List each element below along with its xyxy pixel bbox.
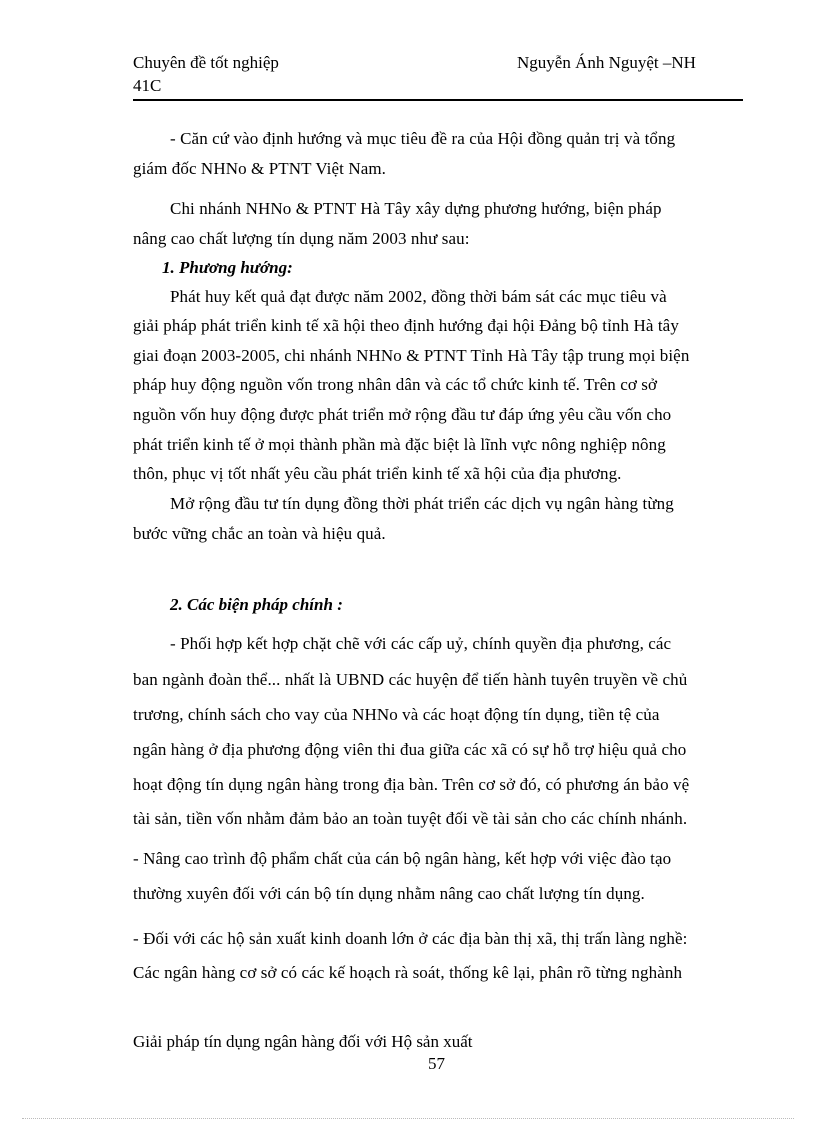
para3-line2: giải pháp phát triển kinh tế xã hội theo định hướng đại hội Đảng bộ tỉnh Hà tây — [133, 316, 679, 335]
para7-line1: - Đối với các hộ sản xuất kinh doanh lớn ở các địa bàn thị xã, thị trấn làng nghề: — [133, 929, 688, 948]
page-bottom-divider — [22, 1118, 794, 1119]
para6-line1: - Nâng cao trình độ phẩm chất của cán bộ ngân hàng, kết hợp với việc đào tạo — [133, 849, 672, 868]
para4-line1: Mở rộng đầu tư tín dụng đồng thời phát triển các dịch vụ ngân hàng từng — [170, 494, 674, 513]
para5-line2: ban ngành đoàn thể... nhất là UBND các huyện để tiến hành tuyên truyền về chủ — [133, 670, 688, 689]
para3-line3: giai đoạn 2003-2005, chi nhánh NHNo & PTNT Tỉnh Hà Tây tập trung mọi biện — [133, 346, 690, 365]
page-number: 57 — [428, 1054, 445, 1073]
heading-phuong-huong: 1. Phương hướng: — [162, 258, 293, 277]
para5-line5: hoạt động tín dụng ngân hàng trong địa bàn. Trên cơ sở đó, có phương án bảo vệ — [133, 775, 690, 794]
para2-line2: nâng cao chất lượng tín dụng năm 2003 như sau: — [133, 229, 470, 248]
header-class: 41C — [133, 76, 162, 95]
header-rule — [133, 99, 743, 101]
header-author: Nguyễn Ánh Nguyệt –NH — [517, 53, 696, 72]
para3-line5: nguồn vốn huy động được phát triển mở rộng đầu tư đáp ứng yêu cầu vốn cho — [133, 405, 672, 424]
para4-line2: bước vững chắc an toàn và hiệu quả. — [133, 524, 386, 543]
para7-line2: Các ngân hàng cơ sở có các kế hoạch rà soát, thống kê lại, phân rõ từng nghành — [133, 963, 683, 982]
heading-bien-phap: 2. Các biện pháp chính : — [170, 595, 343, 614]
para3-line7: thôn, phục vị tốt nhất yêu cầu phát triển kinh tế xã hội của địa phương. — [133, 464, 622, 483]
para3-line1: Phát huy kết quả đạt được năm 2002, đồng thời bám sát các mục tiêu và — [170, 287, 667, 306]
para5-line4: ngân hàng ở địa phương động viên thi đua giữa các xã có sự hỗ trợ hiệu quả cho — [133, 740, 687, 759]
para2-line1: Chi nhánh NHNo & PTNT Hà Tây xây dựng phương hướng, biện pháp — [170, 199, 662, 218]
para5-line6: tài sản, tiền vốn nhằm đảm bảo an toàn tuyệt đối về tài sản cho các chính nhánh. — [133, 809, 688, 828]
para6-line2: thường xuyên đối với cán bộ tín dụng nhằm nâng cao chất lượng tín dụng. — [133, 884, 645, 903]
para1-line2: giám đốc NHNo & PTNT Việt Nam. — [133, 159, 387, 178]
para3-line6: phát triển kinh tế ở mọi thành phần mà đặc biệt là lĩnh vực nông nghiệp nông — [133, 435, 666, 454]
para3-line4: pháp huy động nguồn vốn trong nhân dân và các tổ chức kinh tế. Trên cơ sở — [133, 375, 658, 394]
footer-title: Giải pháp tín dụng ngân hàng đối với Hộ sản xuất — [133, 1032, 473, 1051]
header-title: Chuyên đề tốt nghiệp — [133, 53, 279, 72]
para5-line3: trương, chính sách cho vay của NHNo và các hoạt động tín dụng, tiền tệ của — [133, 705, 660, 724]
para1-line1: - Căn cứ vào định hướng và mục tiêu đề ra của Hội đồng quản trị và tổng — [170, 129, 676, 148]
para5-line1: - Phối hợp kết hợp chặt chẽ với các cấp uỷ, chính quyền địa phương, các — [170, 634, 672, 653]
